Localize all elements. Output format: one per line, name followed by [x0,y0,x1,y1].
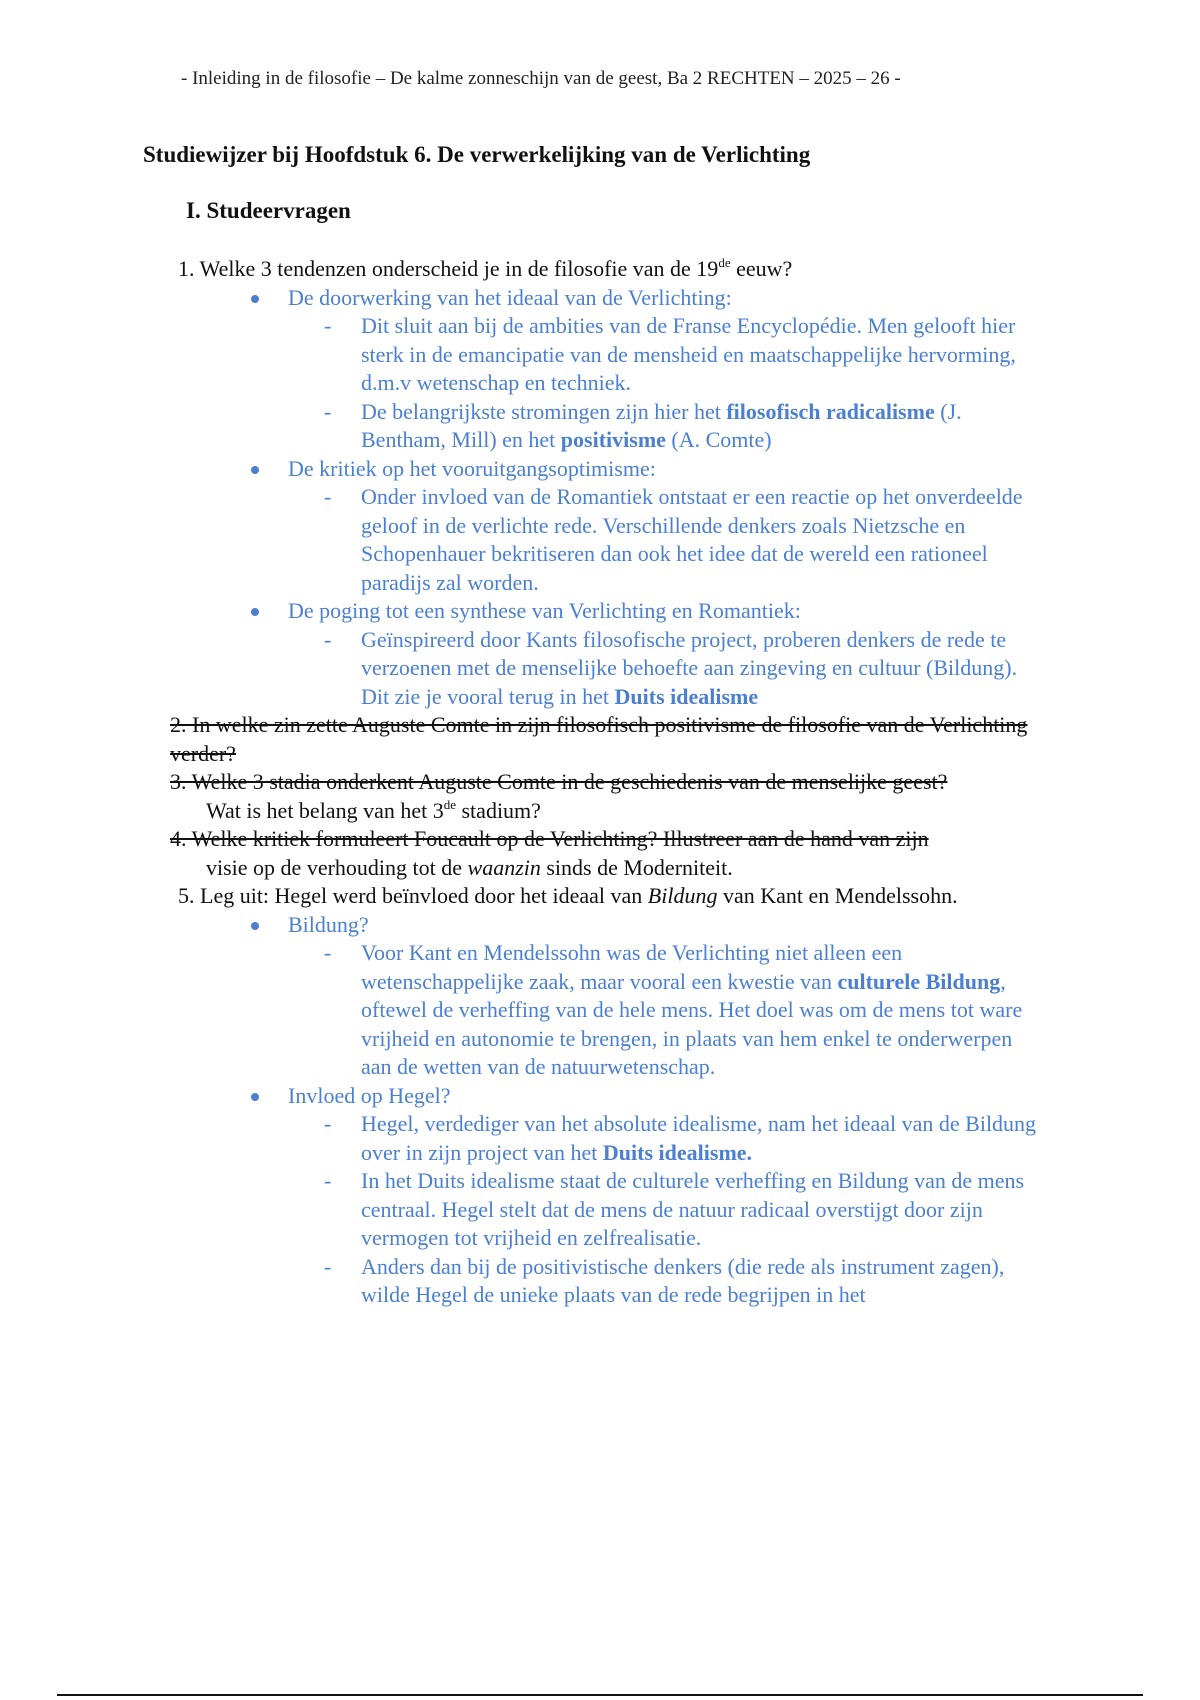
sub-list-item: - Hegel, verdediger van het absolute idealisme, nam het ideaal van de Bildung over in zijn project van het Duits idealisme. [324,1111,1037,1165]
list-item: De poging tot een synthese van Verlichting en Romantiek: [288,597,1058,626]
bullet-dot-icon [251,1093,259,1101]
sub-list-item: - Dit sluit aan bij de ambities van de Franse Encyclopédie. Men gelooft hier sterk in de emancipatie van de mensheid en maatschappelijke hervorming, d.m.v wetenschap en techniek. [324,313,1016,395]
sub-list-item: - Voor Kant en Mendelssohn was de Verlichting niet alleen een wetenschappelijke zaak, maar vooral een kwestie van culturele Bildung, oftewel de verheffing van de hele mens. Het doel was om de mens tot ware vrijheid en autonomie te brengen, in plaats van hem enkel te onderwerpen aan de wetten van de natuurwetenschap. [324,940,1023,1079]
list-item: Invloed op Hegel? [288,1082,1058,1111]
dash-icon: - [324,1111,332,1136]
document-title: Studiewijzer bij Hoofdstuk 6. De verwerkelijking van de Verlichting [143,142,811,167]
sub-list-item: - De belangrijkste stromingen zijn hier het filosofisch radicalisme (J. Bentham, Mill) en het positivisme (A. Comte) [324,398,962,452]
dash-icon: - [324,1168,332,1193]
section-heading: I. Studeervragen [186,198,351,223]
question-1: 1. Welke 3 tendenzen onderscheid je in de filosofie van de 19de eeuw? [178,255,793,281]
document-body [170,255,1058,1310]
bullet-dot-icon [251,922,259,930]
list-item: Bildung? [288,911,1058,940]
footer-divider [57,1694,1143,1696]
dash-icon: - [324,484,332,509]
question-4-struck: 4. Welke kritiek formuleert Foucault op de Verlichting? Illustreer aan de hand van zijn visie op de verhouding tot de waanzin sinds de Moderniteit. [170,826,929,880]
bullet-dot-icon [251,295,259,303]
question-5: 5. Leg uit: Hegel werd beïnvloed door het ideaal van Bildung van Kant en Mendelssohn. [178,883,958,908]
question-3-struck: 3. Welke 3 stadia onderkent Auguste Comte in de geschiedenis van de menselijke geest? Wat is het belang van het 3de stadium? [170,769,948,823]
bullet-dot-icon [251,466,259,474]
list-item: De kritiek op het vooruitgangsoptimisme: [288,455,1058,484]
dash-icon: - [324,313,332,338]
sub-list-item: - Onder invloed van de Romantiek ontstaat er een reactie op het onverdeelde geloof in de verlichte rede. Verschillende denkers zoals Nietzsche en Schopenhauer bekritiseren dan ook het idee dat de wereld een rationeel paradijs zal worden. [324,484,1023,595]
question-2-struck: 2. In welke zin zette Auguste Comte in zijn filosofisch positivisme de filosofie van de Verlichting verder? [170,712,1028,766]
dash-icon: - [324,398,332,424]
bullet-dot-icon [251,608,259,616]
dash-icon: - [324,1253,332,1279]
list-item: De doorwerking van het ideaal van de Verlichting: [288,284,1058,313]
sub-list-item: - Geïnspireerd door Kants filosofische project, proberen denkers de rede te verzoenen met de menselijke behoefte aan zingeving en cultuur (Bildung). Dit zie je vooral terug in het Duits idealisme [324,626,1018,709]
page-header: - Inleiding in de filosofie – De kalme zonneschijn van de geest, Ba 2 RECHTEN – 2025 – 26 - [181,68,901,89]
dash-icon: - [324,626,332,652]
sub-list-item: - In het Duits idealisme staat de culturele verheffing en Bildung van de mens centraal. Hegel stelt dat de mens de natuur radicaal overstijgt door zijn vermogen tot vrijheid en zelfrealisatie. [324,1168,1025,1250]
sub-list-item: - Anders dan bij de positivistische denkers (die rede als instrument zagen), wilde Hegel de unieke plaats van de rede begrijpen in het [324,1253,1005,1307]
dash-icon: - [324,940,332,965]
